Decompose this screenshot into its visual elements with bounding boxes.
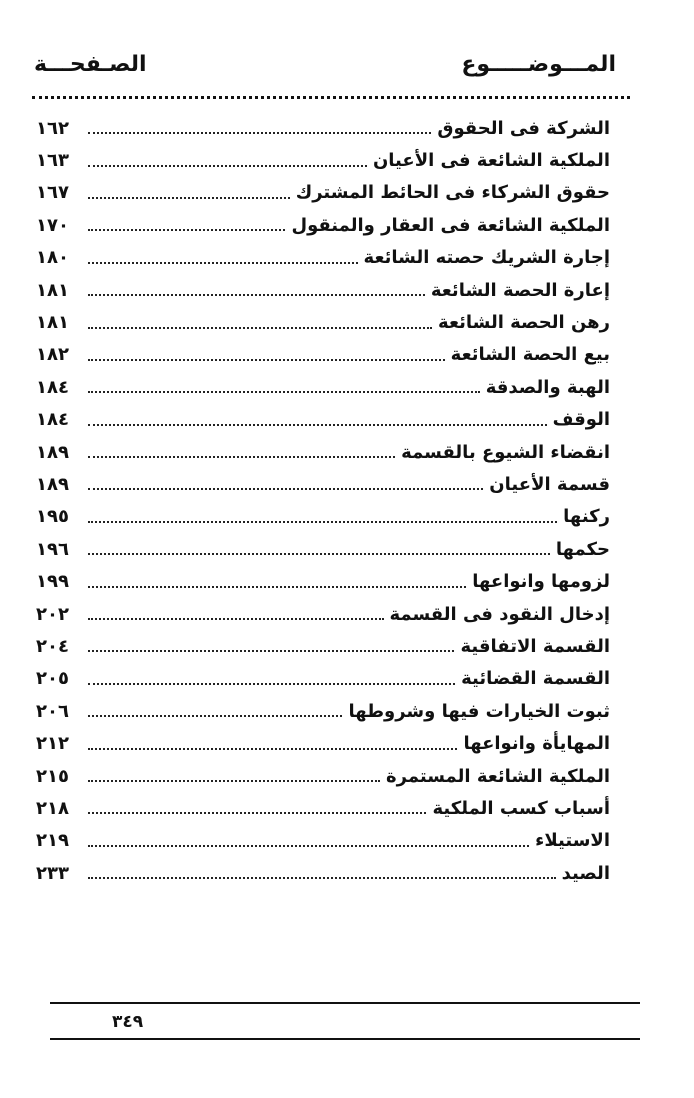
toc-entry xyxy=(36,533,610,565)
toc-entry xyxy=(36,436,610,468)
dot-leader xyxy=(88,780,380,782)
toc-entry-title: القسمة الاتفاقية xyxy=(460,635,610,657)
toc-entry-page-number: ٢١٩ xyxy=(36,830,69,852)
toc-entry-title: الشركة فى الحقوق xyxy=(437,117,610,139)
dot-leader xyxy=(88,683,455,685)
toc-entry-title: قسمة الأعيان xyxy=(489,473,610,495)
toc-entry-page-number: ١٨١ xyxy=(36,312,69,334)
dot-leader xyxy=(88,294,425,296)
header-dotted-divider xyxy=(32,96,630,99)
toc-entry-title: القسمة القضائية xyxy=(461,668,610,690)
toc-entry xyxy=(36,857,610,889)
toc-entry-page-number: ١٨٠ xyxy=(36,247,69,269)
dot-leader xyxy=(88,165,367,167)
toc-entry-page-number: ٢٠٥ xyxy=(36,668,69,690)
dot-leader xyxy=(88,262,358,264)
toc-entry-page-number: ٢٠٢ xyxy=(36,603,69,625)
toc-entry-page-number: ١٨١ xyxy=(36,279,69,301)
dot-leader xyxy=(88,327,432,329)
toc-entry xyxy=(36,306,610,338)
toc-entry xyxy=(36,825,610,857)
toc-entry xyxy=(36,112,610,144)
dot-leader xyxy=(88,812,426,814)
toc-entry-title: الملكية الشائعة المستمرة xyxy=(386,765,610,787)
toc-header xyxy=(34,52,616,92)
toc-entry xyxy=(36,209,610,241)
toc-entry xyxy=(36,177,610,209)
toc-entry-page-number: ١٨٩ xyxy=(36,441,69,463)
toc-entry xyxy=(36,274,610,306)
dot-leader xyxy=(88,586,466,588)
toc-entry-title: إجارة الشريك حصته الشائعة xyxy=(363,247,610,269)
page-number: ٣٤٩ xyxy=(112,1012,144,1032)
dot-leader xyxy=(88,877,556,879)
toc-entry-title: المهايأة وانواعها xyxy=(463,733,610,755)
dot-leader xyxy=(88,456,395,458)
toc-entry-page-number: ١٨٩ xyxy=(36,473,69,495)
dot-leader xyxy=(88,748,457,750)
page-column-heading: الصـفحـــة xyxy=(34,52,147,77)
toc-entry xyxy=(36,404,610,436)
toc-entry-title: الاستيلاء xyxy=(535,830,610,852)
toc-entry xyxy=(36,371,610,403)
dot-leader xyxy=(88,488,483,490)
toc-entry xyxy=(36,501,610,533)
toc-entry-page-number: ١٦٧ xyxy=(36,182,69,204)
toc-entry-title: أسباب كسب الملكية xyxy=(432,797,610,819)
toc-entry-title: الملكية الشائعة فى العقار والمنقول xyxy=(291,214,610,236)
toc-entry-title: إعارة الحصة الشائعة xyxy=(430,279,610,301)
toc-entry-title: ثبوت الخيارات فيها وشروطها xyxy=(348,700,610,722)
toc-entry-page-number: ٢٠٦ xyxy=(36,700,69,722)
toc-entry-title: الصيد xyxy=(561,862,610,884)
toc-entry-page-number: ٢١٨ xyxy=(36,797,69,819)
dot-leader xyxy=(88,521,557,523)
toc-entry-page-number: ١٦٢ xyxy=(36,117,69,139)
toc-entry-title: رهن الحصة الشائعة xyxy=(438,312,610,334)
toc-entry-title: انقضاء الشيوع بالقسمة xyxy=(401,441,610,463)
dot-leader xyxy=(88,424,547,426)
toc-entry-title: الهبة والصدقة xyxy=(485,376,610,398)
toc-entry xyxy=(36,598,610,630)
toc-entry-title: الملكية الشائعة فى الأعيان xyxy=(372,150,610,172)
toc-entry-page-number: ١٩٩ xyxy=(36,571,69,593)
toc-entry-title: لزومها وانواعها xyxy=(472,571,610,593)
dot-leader xyxy=(88,197,290,199)
dot-leader xyxy=(88,553,550,555)
toc-entry-page-number: ٢١٥ xyxy=(36,765,69,787)
toc-entry-title: إدخال النقود فى القسمة xyxy=(389,603,610,625)
toc-entry xyxy=(36,468,610,500)
dot-leader xyxy=(88,132,431,134)
toc-entry-title: حقوق الشركاء فى الحائط المشترك xyxy=(295,182,610,204)
toc-entry-page-number: ١٧٠ xyxy=(36,214,69,236)
toc-entry-page-number: ١٨٤ xyxy=(36,409,69,431)
dot-leader xyxy=(88,229,285,231)
topic-column-heading: المـــوضـــــوع xyxy=(461,52,616,77)
toc-entry-page-number: ٢١٢ xyxy=(36,733,69,755)
toc-entry xyxy=(36,630,610,662)
toc-entry-page-number: ١٩٦ xyxy=(36,538,69,560)
dot-leader xyxy=(88,650,454,652)
toc-entry xyxy=(36,565,610,597)
dot-leader xyxy=(88,359,445,361)
toc-entry-page-number: ٢٠٤ xyxy=(36,635,69,657)
dot-leader xyxy=(88,845,529,847)
dot-leader xyxy=(88,715,342,717)
toc-entry xyxy=(36,792,610,824)
toc-entry-page-number: ١٩٥ xyxy=(36,506,69,528)
toc-entry xyxy=(36,727,610,759)
toc-entry-page-number: ٢٣٣ xyxy=(36,862,69,884)
toc-entry-page-number: ١٨٤ xyxy=(36,376,69,398)
toc-entry-title: بيع الحصة الشائعة xyxy=(450,344,610,366)
dot-leader xyxy=(88,618,384,620)
table-of-contents xyxy=(36,112,610,889)
footer-top-rule xyxy=(50,1002,640,1004)
footer-bottom-rule xyxy=(50,1038,640,1040)
toc-entry-title: حكمها xyxy=(555,538,610,560)
toc-entry xyxy=(36,144,610,176)
toc-entry xyxy=(36,695,610,727)
toc-entry xyxy=(36,339,610,371)
toc-entry-page-number: ١٦٣ xyxy=(36,150,69,172)
dot-leader xyxy=(88,391,480,393)
toc-entry-page-number: ١٨٢ xyxy=(36,344,69,366)
toc-entry-title: الوقف xyxy=(552,409,610,431)
toc-entry xyxy=(36,663,610,695)
toc-entry xyxy=(36,242,610,274)
toc-entry-title: ركنها xyxy=(563,506,610,528)
toc-entry xyxy=(36,760,610,792)
